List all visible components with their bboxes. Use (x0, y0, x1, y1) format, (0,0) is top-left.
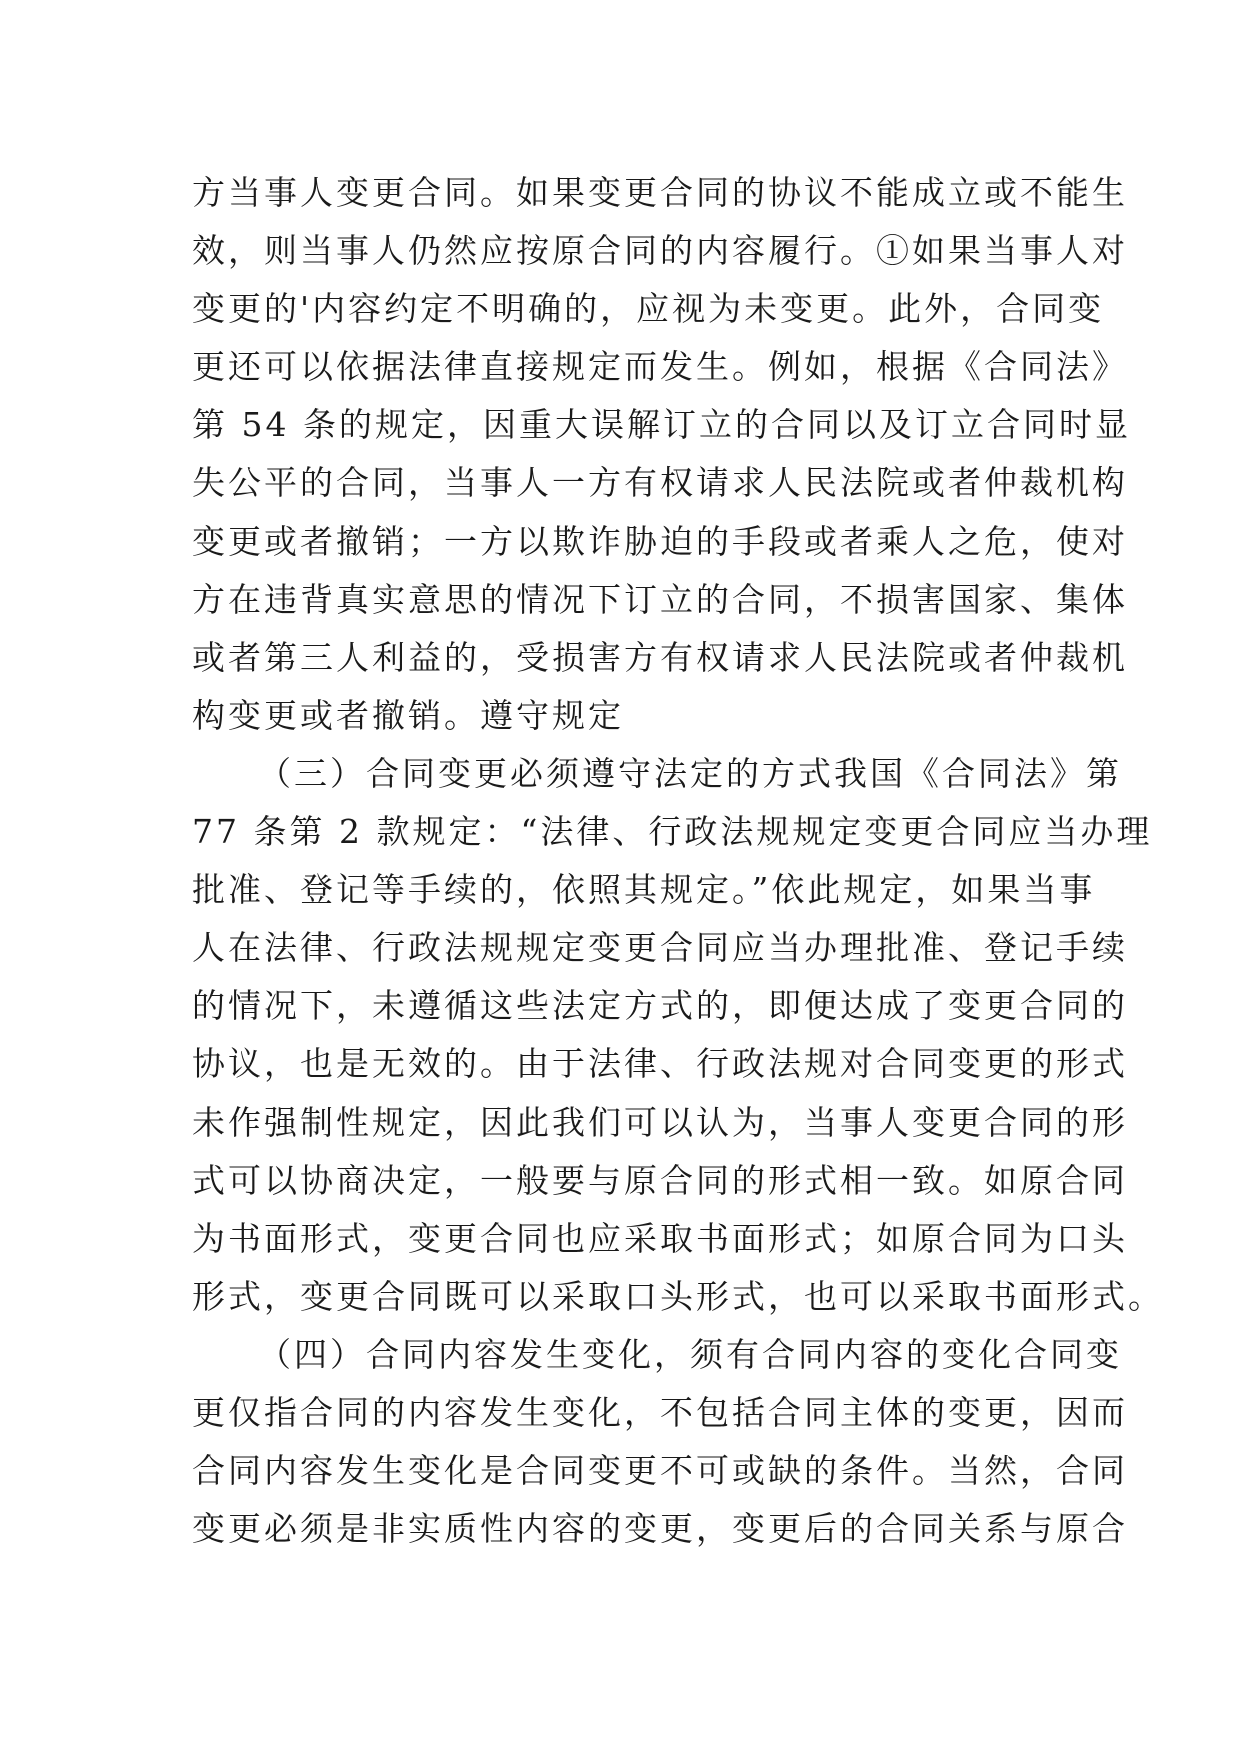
section-heading-line: （四）合同内容发生变化，须有合同内容的变化合同变 (258, 1334, 1122, 1374)
text-line: 协议，也是无效的。由于法律、行政法规对合同变更的形式 (192, 1044, 1128, 1084)
text-line: 或者第三人利益的，受损害方有权请求人民法院或者仲裁机 (192, 637, 1128, 677)
text-line: 变更的'内容约定不明确的，应视为未变更。此外，合同变 (192, 289, 1105, 329)
text-line: 未作强制性规定，因此我们可以认为，当事人变更合同的形 (192, 1102, 1128, 1142)
section-heading-line: （三）合同变更必须遵守法定的方式我国《合同法》第 (258, 753, 1122, 793)
text-line: 形式，变更合同既可以采取口头形式，也可以采取书面形式。 (192, 1276, 1164, 1316)
text-line: 批准、登记等手续的，依照其规定。”依此规定，如果当事 (192, 870, 1096, 910)
text-line: 为书面形式，变更合同也应采取书面形式；如原合同为口头 (192, 1218, 1128, 1258)
text-line: 人在法律、行政法规规定变更合同应当办理批准、登记手续 (192, 928, 1128, 968)
text-line: 更仅指合同的内容发生变化，不包括合同主体的变更，因而 (192, 1392, 1128, 1432)
text-line: 失公平的合同，当事人一方有权请求人民法院或者仲裁机构 (192, 463, 1128, 503)
text-line: 合同内容发生变化是合同变更不可或缺的条件。当然，合同 (192, 1451, 1128, 1491)
text-line: 变更必须是非实质性内容的变更，变更后的合同关系与原合 (192, 1509, 1128, 1549)
text-line: 构变更或者撤销。遵守规定 (192, 695, 624, 735)
document-body (192, 164, 1164, 1558)
text-line: 第 54 条的规定，因重大误解订立的合同以及订立合同时显 (192, 405, 1131, 445)
text-line: 77 条第 2 款规定：“法律、行政法规规定变更合同应当办理 (192, 812, 1153, 852)
text-line: 方在违背真实意思的情况下订立的合同，不损害国家、集体 (192, 579, 1128, 619)
text-line: 的情况下，未遵循这些法定方式的，即便达成了变更合同的 (192, 986, 1128, 1026)
text-line: 方当事人变更合同。如果变更合同的协议不能成立或不能生 (192, 173, 1128, 212)
text-line: 变更或者撤销；一方以欺诈胁迫的手段或者乘人之危，使对 (192, 521, 1128, 561)
text-line: 更还可以依据法律直接规定而发生。例如，根据《合同法》 (192, 347, 1128, 387)
text-line: 效，则当事人仍然应按原合同的内容履行。①如果当事人对 (192, 231, 1128, 271)
text-line: 式可以协商决定，一般要与原合同的形式相一致。如原合同 (192, 1160, 1128, 1200)
